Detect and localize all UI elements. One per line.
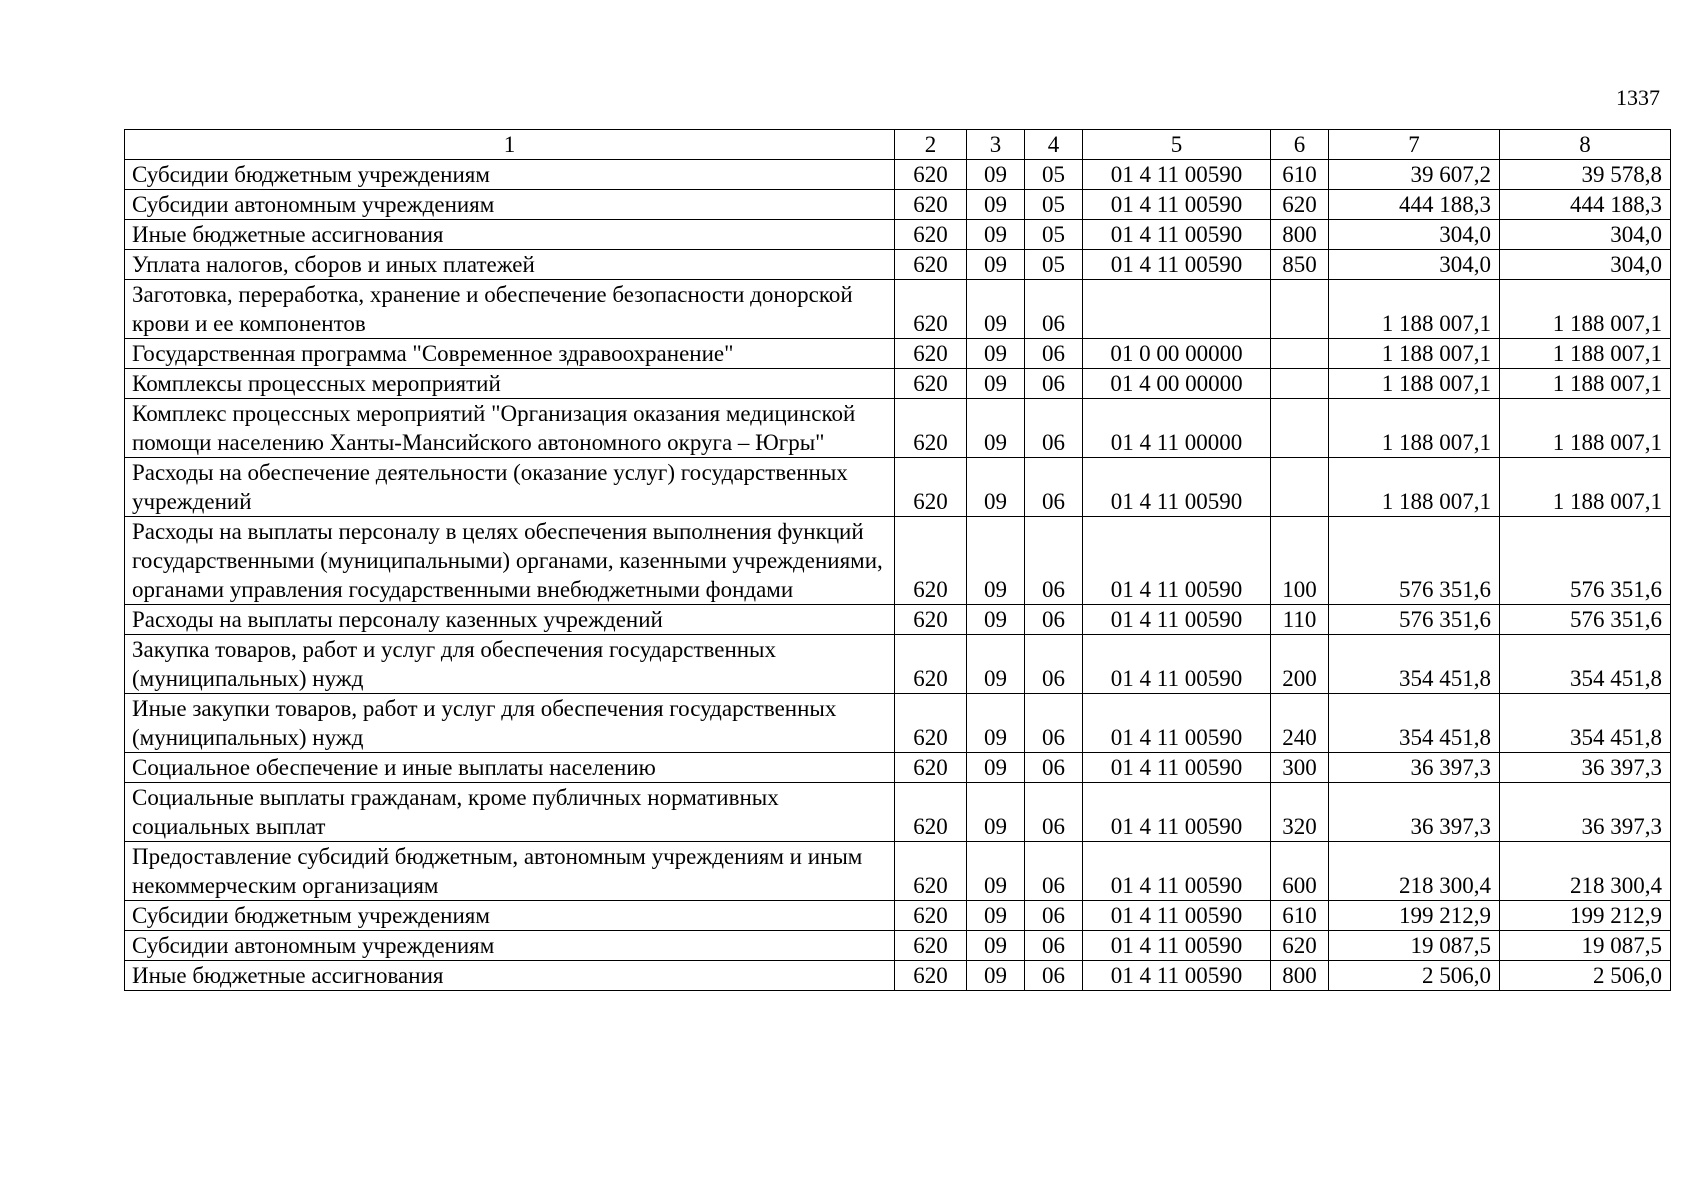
table-row — [125, 190, 1671, 220]
table-row — [125, 160, 1671, 190]
row-name: Расходы на выплаты персоналу в целях обеспечения выполнения функций государственными (муниципальными) органами, казенными учреждениями, органами управления государственными внебюджетными фондами — [125, 517, 895, 605]
row-section: 09 — [967, 220, 1025, 250]
row-section: 09 — [967, 901, 1025, 931]
row-subsection: 06 — [1025, 339, 1083, 369]
row-name: Комплексы процессных мероприятий — [125, 369, 895, 399]
row-amount-col7: 444 188,3 — [1329, 190, 1500, 220]
row-amount-col8: 444 188,3 — [1500, 190, 1671, 220]
page-number: 1337 — [1616, 85, 1660, 110]
row-amount-col7: 36 397,3 — [1329, 783, 1500, 842]
row-admin-code: 620 — [895, 931, 967, 961]
row-subsection: 06 — [1025, 458, 1083, 517]
row-admin-code: 620 — [895, 783, 967, 842]
row-name: Расходы на обеспечение деятельности (оказание услуг) государственных учреждений — [125, 458, 895, 517]
row-amount-col8: 1 188 007,1 — [1500, 458, 1671, 517]
row-expense-type: 200 — [1271, 635, 1329, 694]
row-name: Государственная программа "Современное здравоохранение" — [125, 339, 895, 369]
row-amount-col8: 576 351,6 — [1500, 605, 1671, 635]
row-section: 09 — [967, 399, 1025, 458]
row-section: 09 — [967, 517, 1025, 605]
row-subsection: 06 — [1025, 369, 1083, 399]
row-target-article: 01 4 11 00590 — [1083, 160, 1271, 190]
row-admin-code: 620 — [895, 605, 967, 635]
row-amount-col8: 304,0 — [1500, 220, 1671, 250]
table-row — [125, 753, 1671, 783]
row-section: 09 — [967, 931, 1025, 961]
row-section: 09 — [967, 339, 1025, 369]
row-target-article: 01 4 11 00590 — [1083, 458, 1271, 517]
row-section: 09 — [967, 961, 1025, 991]
row-section: 09 — [967, 783, 1025, 842]
row-expense-type: 600 — [1271, 842, 1329, 901]
row-name: Закупка товаров, работ и услуг для обеспечения государственных (муниципальных) нужд — [125, 635, 895, 694]
row-expense-type: 100 — [1271, 517, 1329, 605]
row-section: 09 — [967, 694, 1025, 753]
row-target-article: 01 4 11 00590 — [1083, 517, 1271, 605]
table-row — [125, 220, 1671, 250]
column-header: 1 — [125, 130, 895, 160]
row-section: 09 — [967, 190, 1025, 220]
row-expense-type: 610 — [1271, 160, 1329, 190]
row-section: 09 — [967, 753, 1025, 783]
row-expense-type — [1271, 399, 1329, 458]
column-header: 3 — [967, 130, 1025, 160]
row-name: Иные закупки товаров, работ и услуг для обеспечения государственных (муниципальных) нужд — [125, 694, 895, 753]
table-row — [125, 694, 1671, 753]
row-name: Расходы на выплаты персоналу казенных учреждений — [125, 605, 895, 635]
row-amount-col7: 576 351,6 — [1329, 605, 1500, 635]
column-header: 8 — [1500, 130, 1671, 160]
table-row — [125, 605, 1671, 635]
row-name: Комплекс процессных мероприятий "Организация оказания медицинской помощи населению Ханты-Мансийского автономного округа – Югры" — [125, 399, 895, 458]
row-amount-col7: 218 300,4 — [1329, 842, 1500, 901]
table-body — [125, 160, 1671, 991]
row-target-article: 01 4 11 00590 — [1083, 783, 1271, 842]
row-admin-code: 620 — [895, 160, 967, 190]
row-amount-col8: 19 087,5 — [1500, 931, 1671, 961]
row-amount-col7: 354 451,8 — [1329, 694, 1500, 753]
row-name: Заготовка, переработка, хранение и обеспечение безопасности донорской крови и ее компонентов — [125, 280, 895, 339]
row-amount-col8: 1 188 007,1 — [1500, 339, 1671, 369]
row-target-article: 01 4 11 00590 — [1083, 901, 1271, 931]
row-amount-col7: 199 212,9 — [1329, 901, 1500, 931]
row-amount-col7: 2 506,0 — [1329, 961, 1500, 991]
row-target-article: 01 4 11 00590 — [1083, 220, 1271, 250]
row-admin-code: 620 — [895, 399, 967, 458]
row-target-article: 01 4 11 00590 — [1083, 605, 1271, 635]
row-subsection: 06 — [1025, 931, 1083, 961]
row-admin-code: 620 — [895, 517, 967, 605]
row-amount-col7: 304,0 — [1329, 220, 1500, 250]
row-target-article: 01 4 00 00000 — [1083, 369, 1271, 399]
column-header: 2 — [895, 130, 967, 160]
column-header: 4 — [1025, 130, 1083, 160]
budget-table — [124, 129, 1671, 991]
table-row — [125, 369, 1671, 399]
row-subsection: 06 — [1025, 694, 1083, 753]
row-name: Предоставление субсидий бюджетным, автономным учреждениям и иным некоммерческим организациям — [125, 842, 895, 901]
row-target-article: 01 4 11 00590 — [1083, 190, 1271, 220]
row-admin-code: 620 — [895, 458, 967, 517]
row-name: Субсидии автономным учреждениям — [125, 931, 895, 961]
column-number-row — [125, 130, 1671, 160]
row-admin-code: 620 — [895, 635, 967, 694]
row-expense-type — [1271, 280, 1329, 339]
table-row — [125, 635, 1671, 694]
row-target-article: 01 4 11 00000 — [1083, 399, 1271, 458]
row-amount-col8: 576 351,6 — [1500, 517, 1671, 605]
table-row — [125, 783, 1671, 842]
row-subsection: 05 — [1025, 190, 1083, 220]
row-subsection: 06 — [1025, 901, 1083, 931]
table-row — [125, 931, 1671, 961]
row-section: 09 — [967, 605, 1025, 635]
row-target-article: 01 4 11 00590 — [1083, 694, 1271, 753]
row-expense-type: 620 — [1271, 931, 1329, 961]
row-amount-col7: 304,0 — [1329, 250, 1500, 280]
row-admin-code: 620 — [895, 220, 967, 250]
row-amount-col8: 1 188 007,1 — [1500, 280, 1671, 339]
row-expense-type — [1271, 458, 1329, 517]
row-expense-type: 620 — [1271, 190, 1329, 220]
table-row — [125, 842, 1671, 901]
row-admin-code: 620 — [895, 961, 967, 991]
row-amount-col8: 1 188 007,1 — [1500, 369, 1671, 399]
table-row — [125, 901, 1671, 931]
row-admin-code: 620 — [895, 250, 967, 280]
row-expense-type: 610 — [1271, 901, 1329, 931]
row-admin-code: 620 — [895, 901, 967, 931]
row-admin-code: 620 — [895, 280, 967, 339]
column-header: 7 — [1329, 130, 1500, 160]
row-target-article: 01 4 11 00590 — [1083, 250, 1271, 280]
row-amount-col8: 199 212,9 — [1500, 901, 1671, 931]
row-subsection: 05 — [1025, 220, 1083, 250]
row-expense-type: 800 — [1271, 220, 1329, 250]
row-section: 09 — [967, 160, 1025, 190]
row-amount-col8: 354 451,8 — [1500, 635, 1671, 694]
row-amount-col8: 36 397,3 — [1500, 753, 1671, 783]
row-target-article: 01 4 11 00590 — [1083, 961, 1271, 991]
row-subsection: 06 — [1025, 842, 1083, 901]
row-target-article — [1083, 280, 1271, 339]
row-expense-type: 240 — [1271, 694, 1329, 753]
row-name: Субсидии бюджетным учреждениям — [125, 901, 895, 931]
row-subsection: 06 — [1025, 635, 1083, 694]
row-subsection: 06 — [1025, 280, 1083, 339]
row-subsection: 05 — [1025, 160, 1083, 190]
column-header: 6 — [1271, 130, 1329, 160]
row-amount-col7: 39 607,2 — [1329, 160, 1500, 190]
row-amount-col8: 39 578,8 — [1500, 160, 1671, 190]
table-row — [125, 339, 1671, 369]
row-subsection: 06 — [1025, 517, 1083, 605]
row-amount-col7: 1 188 007,1 — [1329, 458, 1500, 517]
table-row — [125, 517, 1671, 605]
row-name: Социальные выплаты гражданам, кроме публичных нормативных социальных выплат — [125, 783, 895, 842]
row-name: Субсидии автономным учреждениям — [125, 190, 895, 220]
row-name: Иные бюджетные ассигнования — [125, 220, 895, 250]
row-name: Социальное обеспечение и иные выплаты населению — [125, 753, 895, 783]
row-name: Уплата налогов, сборов и иных платежей — [125, 250, 895, 280]
row-amount-col7: 354 451,8 — [1329, 635, 1500, 694]
row-target-article: 01 0 00 00000 — [1083, 339, 1271, 369]
row-amount-col8: 304,0 — [1500, 250, 1671, 280]
row-section: 09 — [967, 280, 1025, 339]
table-row — [125, 961, 1671, 991]
row-amount-col8: 218 300,4 — [1500, 842, 1671, 901]
row-name: Иные бюджетные ассигнования — [125, 961, 895, 991]
table-row — [125, 458, 1671, 517]
row-subsection: 05 — [1025, 250, 1083, 280]
table-row — [125, 399, 1671, 458]
row-amount-col8: 2 506,0 — [1500, 961, 1671, 991]
row-expense-type: 850 — [1271, 250, 1329, 280]
row-expense-type — [1271, 339, 1329, 369]
row-expense-type: 300 — [1271, 753, 1329, 783]
row-amount-col8: 1 188 007,1 — [1500, 399, 1671, 458]
row-admin-code: 620 — [895, 190, 967, 220]
row-subsection: 06 — [1025, 399, 1083, 458]
row-amount-col7: 1 188 007,1 — [1329, 369, 1500, 399]
row-amount-col7: 1 188 007,1 — [1329, 339, 1500, 369]
row-admin-code: 620 — [895, 339, 967, 369]
column-header: 5 — [1083, 130, 1271, 160]
row-subsection: 06 — [1025, 783, 1083, 842]
row-expense-type: 320 — [1271, 783, 1329, 842]
row-target-article: 01 4 11 00590 — [1083, 842, 1271, 901]
row-expense-type: 800 — [1271, 961, 1329, 991]
row-section: 09 — [967, 842, 1025, 901]
row-admin-code: 620 — [895, 753, 967, 783]
row-subsection: 06 — [1025, 753, 1083, 783]
row-expense-type — [1271, 369, 1329, 399]
row-amount-col7: 36 397,3 — [1329, 753, 1500, 783]
row-section: 09 — [967, 250, 1025, 280]
table-row — [125, 280, 1671, 339]
row-amount-col7: 19 087,5 — [1329, 931, 1500, 961]
row-target-article: 01 4 11 00590 — [1083, 635, 1271, 694]
row-admin-code: 620 — [895, 694, 967, 753]
row-amount-col7: 576 351,6 — [1329, 517, 1500, 605]
row-section: 09 — [967, 369, 1025, 399]
row-amount-col7: 1 188 007,1 — [1329, 280, 1500, 339]
row-amount-col8: 36 397,3 — [1500, 783, 1671, 842]
row-target-article: 01 4 11 00590 — [1083, 931, 1271, 961]
row-target-article: 01 4 11 00590 — [1083, 753, 1271, 783]
row-amount-col7: 1 188 007,1 — [1329, 399, 1500, 458]
table-row — [125, 250, 1671, 280]
row-admin-code: 620 — [895, 842, 967, 901]
row-subsection: 06 — [1025, 961, 1083, 991]
row-amount-col8: 354 451,8 — [1500, 694, 1671, 753]
row-subsection: 06 — [1025, 605, 1083, 635]
row-name: Субсидии бюджетным учреждениям — [125, 160, 895, 190]
row-section: 09 — [967, 458, 1025, 517]
row-expense-type: 110 — [1271, 605, 1329, 635]
row-section: 09 — [967, 635, 1025, 694]
row-admin-code: 620 — [895, 369, 967, 399]
